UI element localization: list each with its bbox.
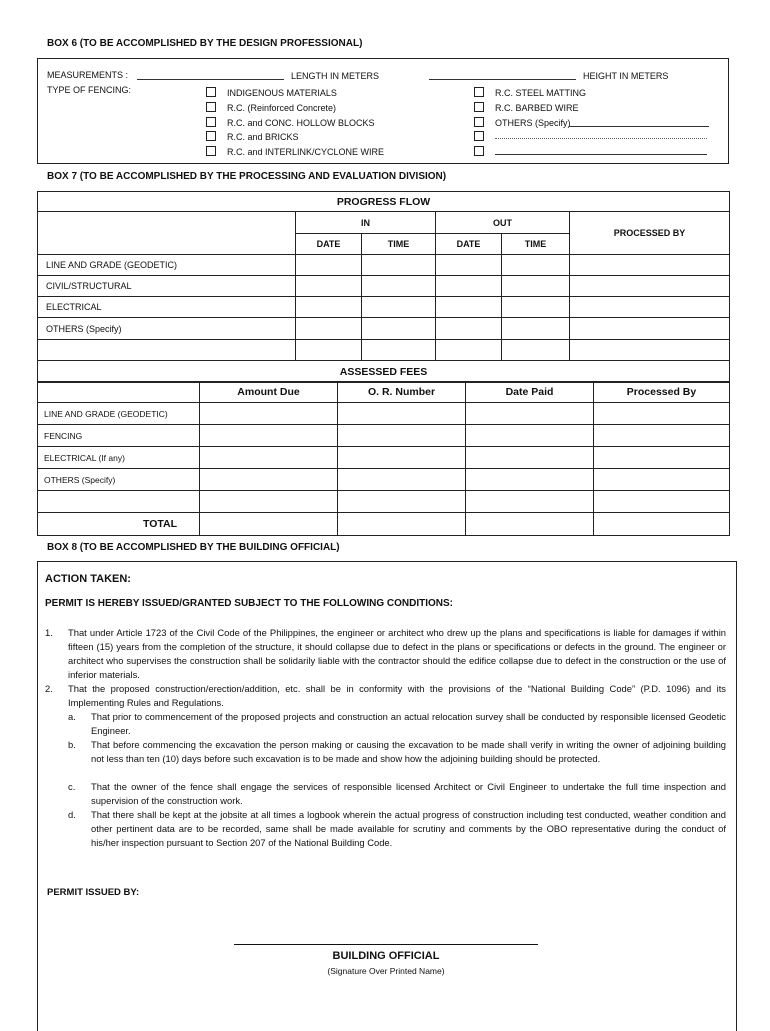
checkbox-barbed-wire[interactable] [474,102,484,112]
fees-cell[interactable] [466,403,594,425]
height-label: HEIGHT IN METERS [583,71,669,81]
checkbox-extra-2[interactable] [474,146,484,156]
box8-title: BOX 8 (TO BE ACCOMPLISHED BY THE BUILDING OFFICIAL) [47,542,340,553]
fees-cell[interactable] [594,447,730,469]
fees-cell[interactable] [200,425,338,447]
checkbox-others[interactable] [474,117,484,127]
option-others: OTHERS (Specify) [495,118,571,128]
condition-text: That under Article 1723 of the Civil Code of the Philippines, the engineer or architect who drew up the plans and specifications is liable for damages if within fifteen (15) years from the completion of the structure, it should collapse due to defect in the plans or specifications or defects in the ground. The engineer or architect who supervises the construction shall be solidarily liable with the contractor should the edifice collapse due to defect in the construction or the use of inferior materials. [68,627,726,680]
permit-conditions-heading: PERMIT IS HEREBY ISSUED/GRANTED SUBJECT TO THE FOLLOWING CONDITIONS: [45,598,453,609]
condition-number: 1. [45,627,53,638]
height-input-line[interactable] [429,79,576,80]
progress-cell[interactable] [296,297,362,318]
progress-header-blank [38,212,296,255]
total-amount-cell[interactable] [200,513,338,536]
fees-row-label: ELECTRICAL (If any) [38,447,200,469]
subcondition-letter: b. [68,739,76,750]
amount-due-header: Amount Due [200,382,338,403]
building-official-title: BUILDING OFFICIAL [332,950,440,962]
box6-frame [37,58,729,164]
fencing-type-label: TYPE OF FENCING: [47,85,132,95]
subcondition-letter: d. [68,809,76,820]
fees-cell[interactable] [466,447,594,469]
progress-cell[interactable] [436,276,502,297]
permit-issued-by-label: PERMIT ISSUED BY: [47,887,140,898]
fees-cell[interactable] [200,447,338,469]
option-rc: R.C. (Reinforced Concrete) [227,103,337,113]
progress-cell[interactable] [502,297,570,318]
progress-flow-table [37,191,730,383]
progress-cell[interactable] [362,297,436,318]
table-row [38,469,730,491]
progress-processed-by-header: PROCESSED BY [570,212,730,255]
date-paid-header: Date Paid [466,382,594,403]
progress-cell[interactable] [502,340,570,361]
fees-row-label: FENCING [38,425,200,447]
progress-cell[interactable] [362,276,436,297]
progress-out-time-header: TIME [502,234,570,255]
progress-row-label: LINE AND GRADE (GEODETIC) [38,255,296,276]
assessed-fees-title: ASSESSED FEES [38,361,730,383]
checkbox-extra-1[interactable] [474,131,484,141]
progress-cell[interactable] [362,318,436,340]
extra-1-line[interactable] [495,138,707,139]
subcondition-text: That the owner of the fence shall engage the services of responsible licensed Architect or Civil Engineer to undertake the full time inspection and supervision of the construction work. [91,781,726,806]
fees-cell[interactable] [200,469,338,491]
total-label: TOTAL [38,513,200,536]
checkbox-steel-matting[interactable] [474,87,484,97]
fees-cell[interactable] [594,513,730,536]
progress-cell[interactable] [362,255,436,276]
subcondition-letter: a. [68,711,76,722]
condition-number: 2. [45,683,53,694]
fees-cell[interactable] [338,513,466,536]
box8-frame [37,561,737,1031]
progress-cell[interactable] [362,340,436,361]
table-row [38,297,730,318]
total-row [38,513,730,536]
action-taken-label: ACTION TAKEN: [45,573,131,585]
checkbox-rc-chb[interactable] [206,117,216,127]
table-row [38,255,730,276]
progress-row-label: OTHERS (Specify) [38,318,296,340]
progress-row-label [38,340,296,361]
assessed-fees-table [37,381,730,536]
progress-cell[interactable] [436,255,502,276]
progress-cell[interactable] [296,276,362,297]
option-rc-interlink: R.C. and INTERLINK/CYCLONE WIRE [227,147,385,157]
or-number-header: O. R. Number [338,382,466,403]
fees-cell[interactable] [466,469,594,491]
table-row [38,425,730,447]
fees-cell[interactable] [594,425,730,447]
progress-cell[interactable] [502,255,570,276]
progress-cell[interactable] [436,340,502,361]
extra-2-line[interactable] [495,154,707,155]
fees-cell[interactable] [466,425,594,447]
fees-cell[interactable] [200,403,338,425]
table-row [38,403,730,425]
progress-cell[interactable] [570,297,730,318]
length-input-line[interactable] [137,79,284,80]
option-barbed-wire: R.C. BARBED WIRE [495,103,579,113]
progress-cell[interactable] [436,318,502,340]
subcondition-text: That there shall be kept at the jobsite at all times a logbook wherein the actual progress of construction including test conducted, weather condition and other pertinent data are to be recorded, same shall be made available for scrutiny and comments by the OBO representative during the conduct of his/her inspection pursuant to Section 207 of the National Building Code. [91,809,726,848]
progress-out-date-header: DATE [436,234,502,255]
table-row [38,340,730,361]
option-indigenous: INDIGENOUS MATERIALS [227,88,337,98]
option-steel-matting: R.C. STEEL MATTING [495,88,587,98]
subcondition-text: That prior to commencement of the proposed projects and construction an actual relocation survey shall be conducted by responsible licensed Geodetic Engineer. [91,711,726,736]
progress-cell[interactable] [296,340,362,361]
progress-out-header: OUT [436,212,570,234]
box6-title: BOX 6 (TO BE ACCOMPLISHED BY THE DESIGN PROFESSIONAL) [47,38,363,49]
condition-text: That the proposed construction/erection/addition, etc. shall be in conformity with the provisions of the “National Building Code” (P.D. 1096) and its Implementing Rules and Regulations. [68,683,726,708]
progress-cell[interactable] [570,318,730,340]
fees-header-blank [38,382,200,403]
fees-row-label: OTHERS (Specify) [38,469,200,491]
progress-row-label: ELECTRICAL [38,297,296,318]
progress-row-label: CIVIL/STRUCTURAL [38,276,296,297]
table-row [38,491,730,513]
box7-title: BOX 7 (TO BE ACCOMPLISHED BY THE PROCESSING AND EVALUATION DIVISION) [47,171,447,182]
others-specify-line[interactable] [569,126,709,127]
progress-cell[interactable] [502,318,570,340]
fees-cell[interactable] [338,425,466,447]
checkbox-indigenous[interactable] [206,87,216,97]
fees-cell[interactable] [594,491,730,513]
measurements-label: MEASUREMENTS : [47,70,129,80]
progress-in-header: IN [296,212,436,234]
fees-cell[interactable] [466,491,594,513]
signature-caption: (Signature Over Printed Name) [327,966,445,976]
progress-cell[interactable] [436,297,502,318]
fees-cell[interactable] [200,491,338,513]
option-rc-chb: R.C. and CONC. HOLLOW BLOCKS [227,118,375,128]
progress-cell[interactable] [296,318,362,340]
fees-cell[interactable] [338,469,466,491]
fees-row-label: LINE AND GRADE (GEODETIC) [38,403,200,425]
checkbox-rc[interactable] [206,102,216,112]
fees-cell[interactable] [466,513,594,536]
table-row [38,447,730,469]
fees-cell[interactable] [338,403,466,425]
fees-processed-by-header: Processed By [594,382,730,403]
fees-row-label [38,491,200,513]
fees-cell[interactable] [338,491,466,513]
progress-cell[interactable] [570,340,730,361]
fees-cell[interactable] [338,447,466,469]
checkbox-rc-bricks[interactable] [206,131,216,141]
table-row [38,276,730,297]
progress-cell[interactable] [502,276,570,297]
progress-flow-title: PROGRESS FLOW [38,192,730,212]
subcondition-letter: c. [68,781,76,792]
fees-cell[interactable] [594,469,730,491]
progress-in-time-header: TIME [362,234,436,255]
fees-cell[interactable] [594,403,730,425]
progress-cell[interactable] [570,255,730,276]
progress-cell[interactable] [296,255,362,276]
signature-line[interactable] [234,944,538,945]
option-rc-bricks: R.C. and BRICKS [227,132,299,142]
subcondition-text: That before commencing the excavation the person making or causing the excavation to be made shall verify in writing the owner of adjoining building not less than ten (10) days before such excavation is to be made and show how the adjoining building should be protected. [91,739,726,764]
length-label: LENGTH IN METERS [291,71,380,81]
table-row [38,318,730,340]
checkbox-rc-interlink[interactable] [206,146,216,156]
progress-in-date-header: DATE [296,234,362,255]
progress-cell[interactable] [570,276,730,297]
